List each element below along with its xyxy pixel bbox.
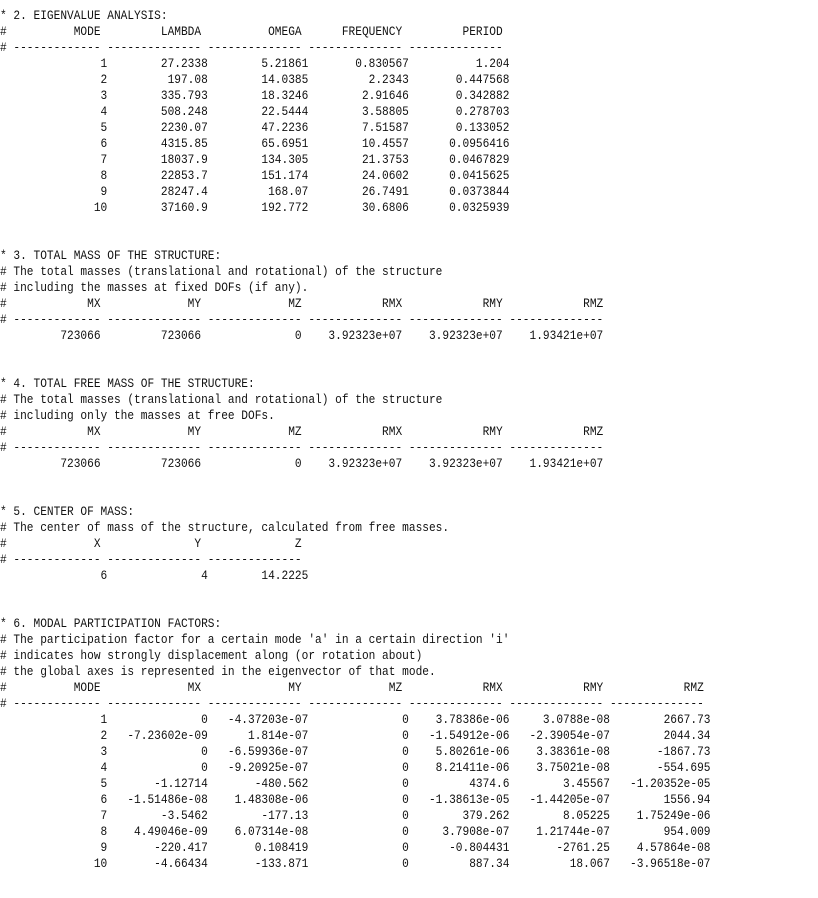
document-line: # ------------- -------------- --------------	[0, 552, 302, 567]
document-line: * 6. MODAL PARTICIPATION FACTORS:	[0, 616, 222, 631]
document-line: # ------------- -------------- -------------- -------------- -------------- --------------	[0, 312, 604, 327]
document-line: 2 197.08 14.0385 2.2343 0.447568	[0, 72, 510, 87]
document-line: 5 2230.07 47.2236 7.51587 0.133052	[0, 120, 510, 135]
document-line: # ------------- -------------- -------------- -------------- -------------- --------------	[0, 440, 604, 455]
document-line: # ------------- -------------- -------------- -------------- -------------- -------------- --------------	[0, 696, 704, 711]
document-line: # ------------- -------------- -------------- -------------- --------------	[0, 40, 503, 55]
document-line: # X Y Z	[0, 536, 302, 551]
document-line: 7 -3.5462 -177.13 0 379.262 8.05225 1.75249e-06	[0, 808, 711, 823]
document-line: 6 -1.51486e-08 1.48308e-06 0 -1.38613e-05 -1.44205e-07 1556.94	[0, 792, 711, 807]
document-line: 3 0 -6.59936e-07 0 5.80261e-06 3.38361e-08 -1867.73	[0, 744, 711, 759]
document-line: 9 28247.4 168.07 26.7491 0.0373844	[0, 184, 510, 199]
document-line: 1 27.2338 5.21861 0.830567 1.204	[0, 56, 510, 71]
document-line: # The participation factor for a certain mode 'a' in a certain direction 'i'	[0, 632, 510, 647]
document-line: * 4. TOTAL FREE MASS OF THE STRUCTURE:	[0, 376, 255, 391]
document-line: 1 0 -4.37203e-07 0 3.78386e-06 3.0788e-08 2667.73	[0, 712, 711, 727]
document-line: # MODE LAMBDA OMEGA FREQUENCY PERIOD	[0, 24, 503, 39]
document-line: 6 4315.85 65.6951 10.4557 0.0956416	[0, 136, 510, 151]
document-line: 723066 723066 0 3.92323e+07 3.92323e+07 1.93421e+07	[0, 328, 604, 343]
document-line: 2 -7.23602e-09 1.814e-07 0 -1.54912e-06 -2.39054e-07 2044.34	[0, 728, 711, 743]
document-line: # including the masses at fixed DOFs (if any).	[0, 280, 309, 295]
document-line: # indicates how strongly displacement along (or rotation about)	[0, 648, 423, 663]
document-line: * 2. EIGENVALUE ANALYSIS:	[0, 8, 168, 23]
document-line: # The total masses (translational and rotational) of the structure	[0, 264, 443, 279]
document-line: # MX MY MZ RMX RMY RMZ	[0, 296, 604, 311]
document-line: 10 37160.9 192.772 30.6806 0.0325939	[0, 200, 510, 215]
document-line: * 5. CENTER OF MASS:	[0, 504, 135, 519]
document-line: * 3. TOTAL MASS OF THE STRUCTURE:	[0, 248, 222, 263]
document-line: 4 508.248 22.5444 3.58805 0.278703	[0, 104, 510, 119]
document-line: 8 22853.7 151.174 24.0602 0.0415625	[0, 168, 510, 183]
document-line: 4 0 -9.20925e-07 0 8.21411e-06 3.75021e-08 -554.695	[0, 760, 711, 775]
document-line: # the global axes is represented in the eigenvector of that mode.	[0, 664, 436, 679]
document-line: 5 -1.12714 -480.562 0 4374.6 3.45567 -1.20352e-05	[0, 776, 711, 791]
document-line: 7 18037.9 134.305 21.3753 0.0467829	[0, 152, 510, 167]
document-line: 3 335.793 18.3246 2.91646 0.342882	[0, 88, 510, 103]
document-line: 10 -4.66434 -133.871 0 887.34 18.067 -3.96518e-07	[0, 856, 711, 871]
document-line: # MODE MX MY MZ RMX RMY RMZ	[0, 680, 704, 695]
document-line: 8 4.49046e-09 6.07314e-08 0 3.7908e-07 1.21744e-07 954.009	[0, 824, 711, 839]
document-line: # The total masses (translational and rotational) of the structure	[0, 392, 443, 407]
document-line: # MX MY MZ RMX RMY RMZ	[0, 424, 604, 439]
document-line: # The center of mass of the structure, calculated from free masses.	[0, 520, 450, 535]
document-line: 6 4 14.2225	[0, 568, 309, 583]
document-line: 723066 723066 0 3.92323e+07 3.92323e+07 1.93421e+07	[0, 456, 604, 471]
document-line: 9 -220.417 0.108419 0 -0.804431 -2761.25 4.57864e-08	[0, 840, 711, 855]
document-line: # including only the masses at free DOFs.	[0, 408, 275, 423]
